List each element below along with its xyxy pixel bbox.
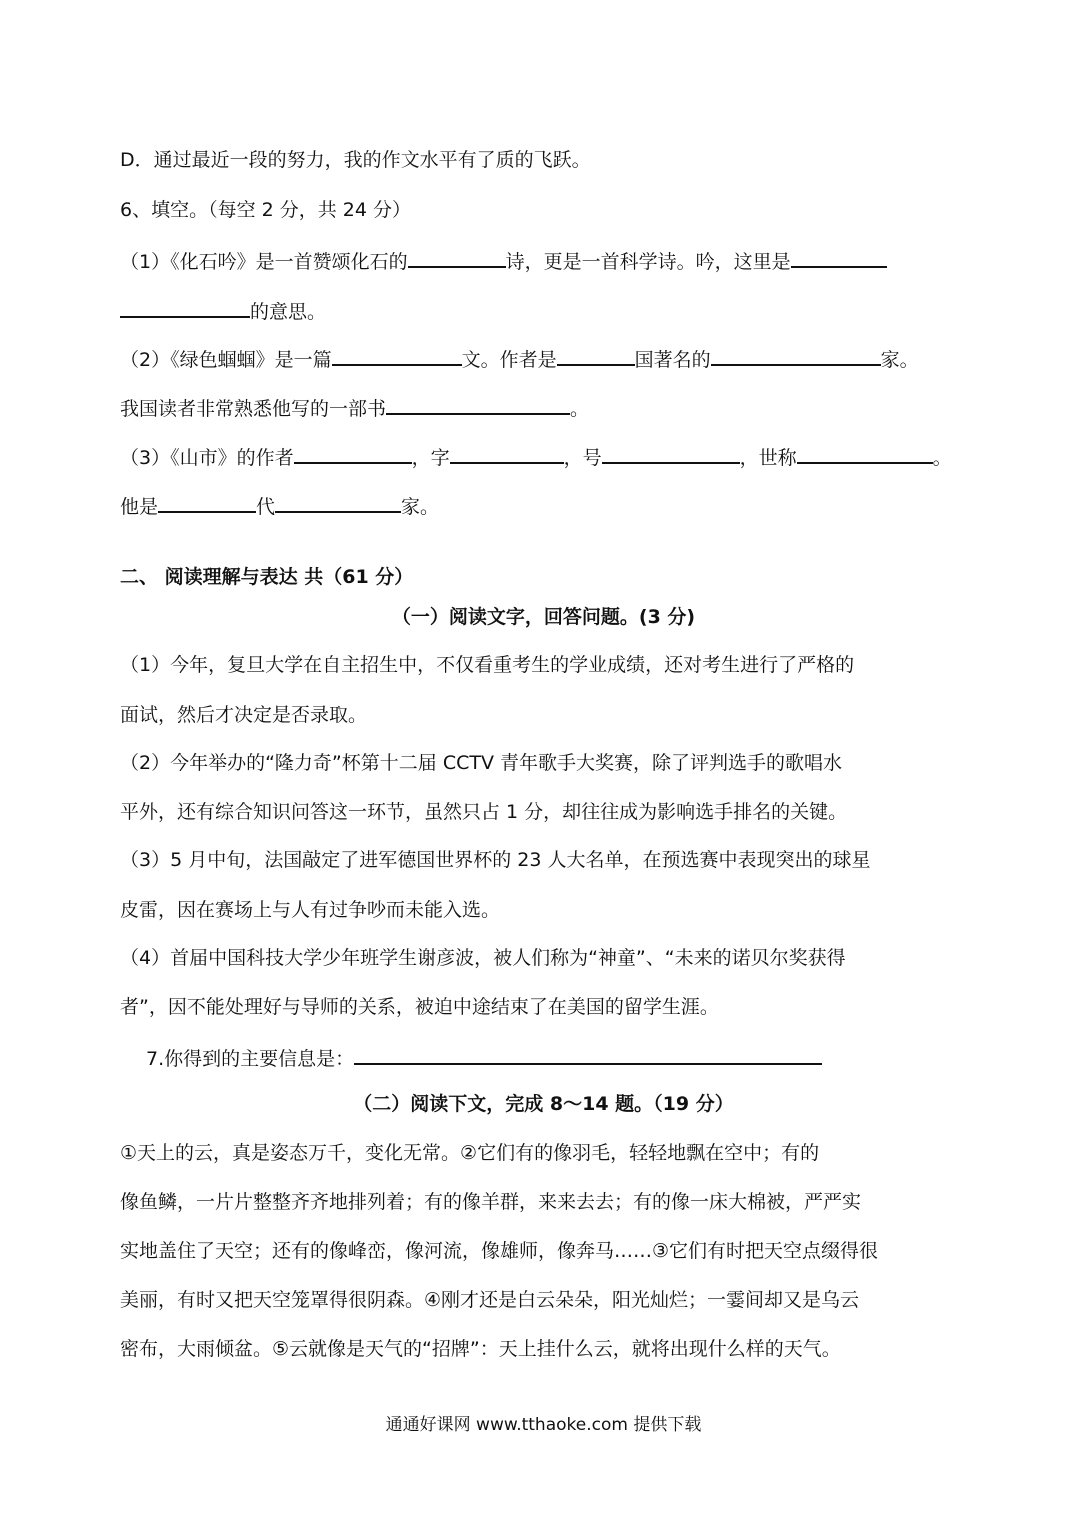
part2-title: （二）阅读下文，完成 8～14 题。（19 分） <box>353 1093 734 1115</box>
answer-blank <box>602 442 740 464</box>
q6-item2-line1: （2）《绿色蝈蝈》是一篇 文。作者是 国著名的 家。 <box>120 344 919 373</box>
q6-item3-line2: 他是 代 家。 <box>120 491 439 520</box>
answer-blank <box>557 344 635 366</box>
answer-blank <box>332 344 462 366</box>
passage2-l4: 美丽，有时又把天空笼罩得很阴森。④刚才还是白云朵朵，阳光灿烂；一霎间却又是乌云 <box>120 1289 860 1311</box>
passage2-l2: 像鱼鳞，一片片整整齐齐地排列着；有的像羊群，来来去去；有的像一床大棉被，严严实 <box>120 1191 862 1213</box>
passage1-p1-l2: 面试，然后才决定是否录取。 <box>120 704 368 726</box>
q6-item1-line1: （1）《化石吟》是一首赞颂化石的 诗，更是一首科学诗。吟，这里是 <box>120 246 887 275</box>
answer-blank <box>711 344 881 366</box>
passage1-p3-l1: （3）5 月中旬，法国敲定了进军德国世界杯的 23 人大名单，在预选赛中表现突出的球星 <box>120 849 871 871</box>
answer-blank <box>354 1043 822 1065</box>
passage2-l1: ①天上的云，真是姿态万千，变化无常。②它们有的像羽毛，轻轻地飘在空中；有的 <box>120 1142 820 1164</box>
part1-title: （一）阅读文字，回答问题。(3 分) <box>391 606 696 628</box>
answer-blank <box>275 491 401 513</box>
passage1-p2-l2: 平外，还有综合知识问答这一环节，虽然只占 1 分，却往往成为影响选手排名的关键。 <box>120 801 848 823</box>
answer-blank <box>386 393 570 415</box>
passage1-p1-l1: （1）今年，复旦大学在自主招生中，不仅看重考生的学业成绩，还对考生进行了严格的 <box>120 654 855 676</box>
passage1-p4-l1: （4）首届中国科技大学少年班学生谢彦波，被人们称为“神童”、“未来的诺贝尔奖获得 <box>120 947 846 969</box>
q6-item2-line2: 我国读者非常熟悉他写的一部书 。 <box>120 393 589 422</box>
passage1-p2-l1: （2）今年举办的“隆力奇”杯第十二届 CCTV 青年歌手大奖赛，除了评判选手的歌唱水 <box>120 752 842 774</box>
answer-blank <box>120 296 250 318</box>
passage2-l3: 实地盖住了天空；还有的像峰峦，像河流，像雄师，像奔马……③它们有时把天空点缀得很 <box>120 1240 879 1262</box>
answer-blank <box>797 442 933 464</box>
answer-blank <box>408 246 506 268</box>
answer-blank <box>158 491 256 513</box>
passage1-p4-l2: 者”，因不能处理好与导师的关系，被迫中途结束了在美国的留学生涯。 <box>120 996 719 1018</box>
answer-blank <box>791 246 887 268</box>
q6-item1-line2: 的意思。 <box>120 296 326 325</box>
page-footer: 通通好课网 www.tthaoke.com 提供下载 <box>385 1415 702 1435</box>
section2-title: 二、 阅读理解与表达 共（61 分） <box>120 566 414 588</box>
q6-header: 6、填空。（每空 2 分，共 24 分） <box>120 199 412 221</box>
answer-blank <box>294 442 412 464</box>
passage1-p3-l2: 皮雷，因在赛场上与人有过争吵而未能入选。 <box>120 899 501 921</box>
q5-option-d: D．通过最近一段的努力，我的作文水平有了质的飞跃。 <box>120 149 591 171</box>
q6-item3-line1: （3）《山市》的作者 ，字 ，号 ，世称 。 <box>120 442 952 471</box>
answer-blank <box>450 442 564 464</box>
q7-line: 7.你得到的主要信息是： <box>146 1043 822 1072</box>
passage2-l5: 密布，大雨倾盆。⑤云就像是天气的“招牌”：天上挂什么云，就将出现什么样的天气。 <box>120 1338 841 1360</box>
